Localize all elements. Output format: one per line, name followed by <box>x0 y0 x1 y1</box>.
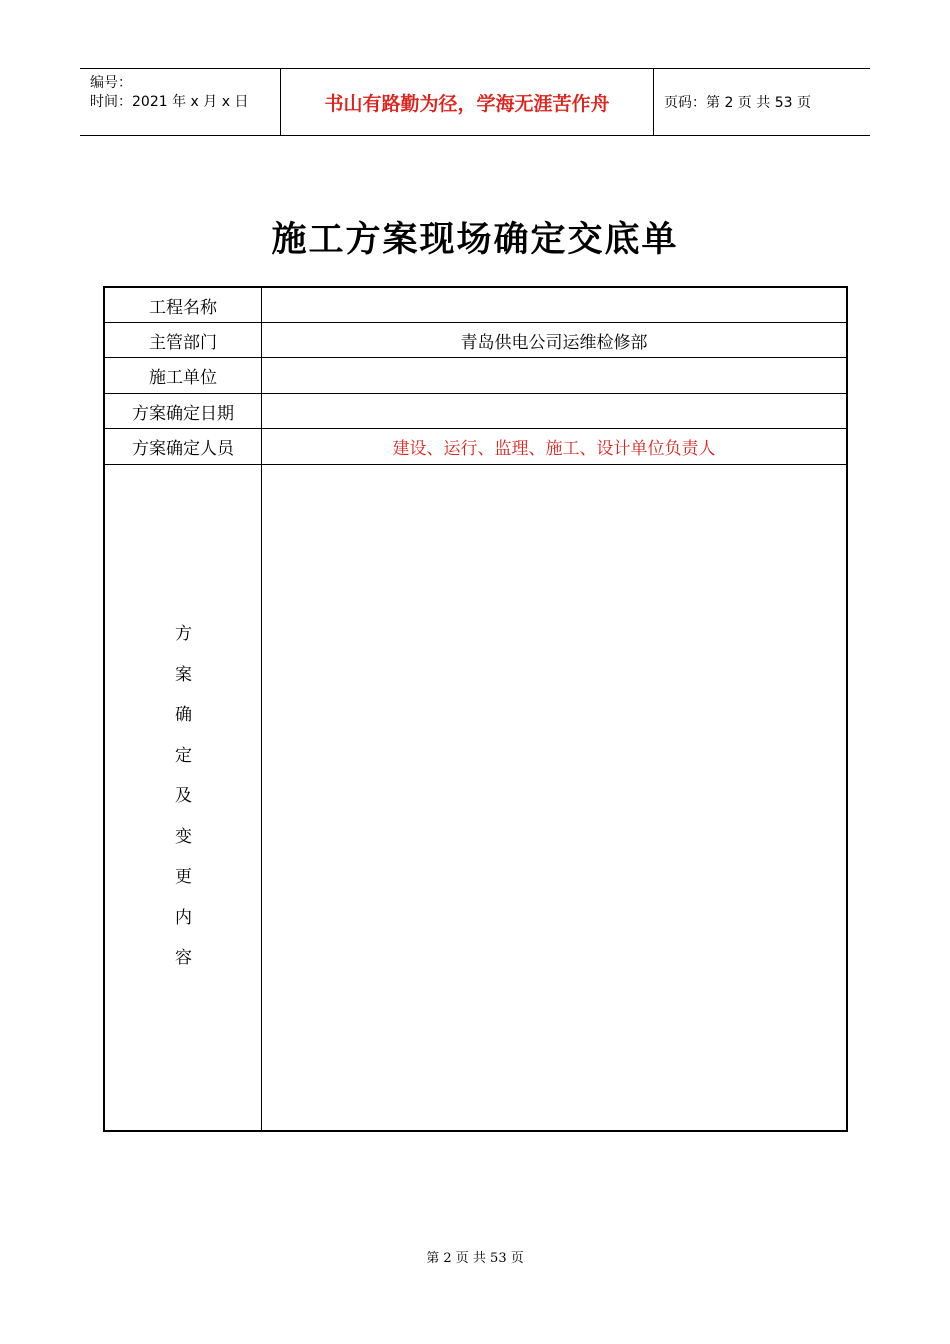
header-motto: 书山有路勤为径，学海无涯苦作舟 <box>281 69 654 135</box>
row-value[interactable] <box>262 394 846 428</box>
content-label-char: 内 <box>175 907 192 928</box>
content-label-cell <box>105 465 262 1130</box>
form-row-confirm-personnel <box>105 429 846 465</box>
time-label: 时间：2021 年 x 月 x 日 <box>90 94 249 110</box>
form-row-project-name <box>105 288 846 323</box>
header-left-cell <box>80 69 281 135</box>
row-label: 施工单位 <box>105 358 262 393</box>
row-value[interactable]: 建设、运行、监理、施工、设计单位负责人 <box>392 439 716 459</box>
form-row-contractor <box>105 358 846 394</box>
content-value-area[interactable] <box>262 465 846 1130</box>
content-label-char: 更 <box>175 867 192 887</box>
row-label: 主管部门 <box>105 323 262 357</box>
header-page-info: 页码：第 2 页 共 53 页 <box>664 95 811 111</box>
content-label-char: 案 <box>175 664 192 685</box>
serial-label: 编号： <box>90 75 132 91</box>
form-row-confirm-date <box>105 394 846 429</box>
content-label-char: 变 <box>175 826 192 847</box>
row-value[interactable]: 青岛供电公司运维检修部 <box>460 332 648 353</box>
page-header <box>80 68 870 136</box>
content-label-char: 方 <box>175 624 192 644</box>
page-footer: 第 2 页 共 53 页 <box>426 1251 524 1266</box>
content-label-vertical <box>105 619 262 984</box>
row-label: 工程名称 <box>105 288 262 322</box>
form-row-department <box>105 323 846 358</box>
document-title: 施工方案现场确定交底单 <box>271 220 679 260</box>
row-label: 方案确定日期 <box>105 394 262 428</box>
content-label-char: 确 <box>175 705 192 725</box>
form-row-content <box>105 465 846 1130</box>
content-label-char: 容 <box>175 948 192 968</box>
row-value[interactable] <box>262 358 846 393</box>
row-value[interactable] <box>262 288 846 322</box>
row-label: 方案确定人员 <box>105 429 262 464</box>
form-table <box>103 286 848 1132</box>
content-label-char: 及 <box>175 786 192 806</box>
content-label-char: 定 <box>175 745 192 766</box>
